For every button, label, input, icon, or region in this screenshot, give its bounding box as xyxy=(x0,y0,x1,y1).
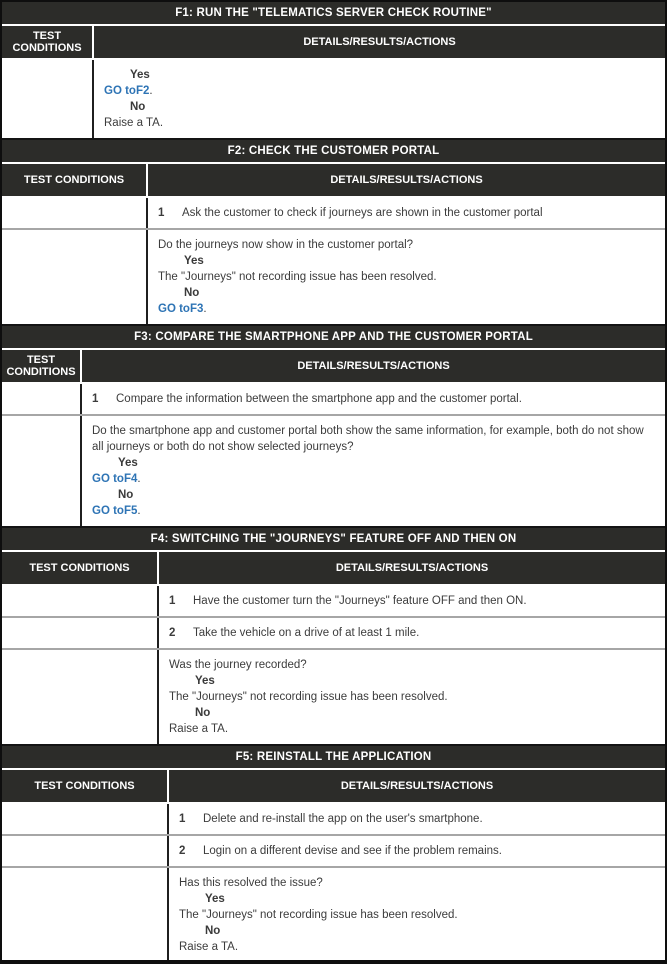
text-line: Has this resolved the issue? xyxy=(179,877,323,889)
step-number: 2 xyxy=(179,845,186,857)
text-line: Do the smartphone app and customer portal both show the same information, for example, both do not show all journeys or both do not show selected journeys? xyxy=(92,425,644,453)
link-suffix: . xyxy=(137,473,141,485)
answer-label: No xyxy=(184,287,200,299)
go-to-link[interactable]: GO toF4 xyxy=(92,473,138,485)
test-conditions-cell xyxy=(2,836,169,866)
section-f2-title: F2: CHECK THE CUSTOMER PORTAL xyxy=(2,140,665,164)
test-conditions-cell xyxy=(2,618,159,648)
go-to-line xyxy=(158,301,655,317)
text-line: Do the journeys now show in the customer portal? xyxy=(158,239,414,251)
answer-label: Yes xyxy=(205,893,225,905)
details-cell xyxy=(169,836,665,866)
details-cell xyxy=(159,586,665,616)
table-row xyxy=(2,60,665,138)
text-line: The "Journeys" not recording issue has been resolved. xyxy=(179,909,458,921)
details-cell xyxy=(94,60,665,138)
numbered-step xyxy=(158,205,655,221)
numbered-step xyxy=(179,843,655,859)
details-results-actions-header: DETAILS/RESULTS/ACTIONS xyxy=(159,552,665,584)
details-results-actions-header: DETAILS/RESULTS/ACTIONS xyxy=(94,26,665,58)
link-suffix: . xyxy=(137,505,141,517)
test-conditions-cell xyxy=(2,586,159,616)
step-text: Delete and re-install the app on the user's smartphone. xyxy=(203,813,483,825)
table-row xyxy=(2,384,665,414)
text-line: The "Journeys" not recording issue has been resolved. xyxy=(169,691,448,703)
go-to-link[interactable]: GO toF2 xyxy=(104,85,150,97)
link-suffix: . xyxy=(149,85,153,97)
column-header-row xyxy=(2,770,665,804)
step-text: Take the vehicle on a drive of at least 1 mile. xyxy=(193,627,420,639)
table-row xyxy=(2,866,665,962)
section-f1-title: F1: RUN THE "TELEMATICS SERVER CHECK ROUTINE" xyxy=(2,2,665,26)
details-cell xyxy=(169,868,665,962)
details-cell xyxy=(148,230,665,324)
step-text: Login on a different devise and see if the problem remains. xyxy=(203,845,502,857)
table-row xyxy=(2,228,665,324)
numbered-step xyxy=(169,593,655,609)
answer-label: Yes xyxy=(118,457,138,469)
text-line: Raise a TA. xyxy=(104,117,164,129)
step-number: 2 xyxy=(169,627,176,639)
test-conditions-cell xyxy=(2,868,169,962)
section-f3 xyxy=(2,324,665,526)
details-cell xyxy=(169,804,665,834)
step-text: Compare the information between the smartphone app and the customer portal. xyxy=(116,393,522,405)
step-text: Ask the customer to check if journeys are shown in the customer portal xyxy=(182,207,543,219)
table-row xyxy=(2,586,665,616)
test-conditions-cell xyxy=(2,60,94,138)
table-row xyxy=(2,804,665,834)
test-conditions-cell xyxy=(2,804,169,834)
text-line: Was the journey recorded? xyxy=(169,659,307,671)
test-conditions-cell xyxy=(2,198,148,228)
answer-label: No xyxy=(130,101,146,113)
answer-label: No xyxy=(195,707,211,719)
details-results-actions-header: DETAILS/RESULTS/ACTIONS xyxy=(82,350,665,382)
column-header-row xyxy=(2,552,665,586)
step-text: Have the customer turn the "Journeys" feature OFF and then ON. xyxy=(193,595,527,607)
go-to-link[interactable]: GO toF3 xyxy=(158,303,204,315)
section-f2 xyxy=(2,138,665,324)
section-f1 xyxy=(2,2,665,138)
go-to-line xyxy=(92,471,655,487)
step-number: 1 xyxy=(158,207,165,219)
numbered-step xyxy=(92,391,655,407)
details-cell xyxy=(82,416,665,526)
details-results-actions-header: DETAILS/RESULTS/ACTIONS xyxy=(148,164,665,196)
column-header-row xyxy=(2,350,665,384)
step-number: 1 xyxy=(179,813,186,825)
answer-label: No xyxy=(118,489,134,501)
table-row xyxy=(2,198,665,228)
column-header-row xyxy=(2,164,665,198)
table-row xyxy=(2,834,665,866)
text-line: Raise a TA. xyxy=(169,723,229,735)
test-conditions-cell xyxy=(2,650,159,744)
section-f5-title: F5: REINSTALL THE APPLICATION xyxy=(2,746,665,770)
test-conditions-cell xyxy=(2,230,148,324)
step-number: 1 xyxy=(169,595,176,607)
test-conditions-header: TEST CONDITIONS xyxy=(2,164,148,196)
answer-label: Yes xyxy=(195,675,215,687)
details-cell xyxy=(159,650,665,744)
go-to-link[interactable]: GO toF5 xyxy=(92,505,138,517)
table-row xyxy=(2,414,665,526)
table-row xyxy=(2,616,665,648)
section-f5 xyxy=(2,744,665,962)
numbered-step xyxy=(169,625,655,641)
go-to-line xyxy=(104,83,655,99)
section-f4 xyxy=(2,526,665,744)
go-to-line xyxy=(92,503,655,519)
answer-label: No xyxy=(205,925,221,937)
test-conditions-header: TEST CONDITIONS xyxy=(2,26,94,58)
answer-label: Yes xyxy=(130,69,150,81)
section-f3-title: F3: COMPARE THE SMARTPHONE APP AND THE CUSTOMER PORTAL xyxy=(2,326,665,350)
table-row xyxy=(2,648,665,744)
column-header-row xyxy=(2,26,665,60)
step-number: 1 xyxy=(92,393,99,405)
test-conditions-header: TEST CONDITIONS xyxy=(2,552,159,584)
numbered-step xyxy=(179,811,655,827)
text-line: Raise a TA. xyxy=(179,941,239,953)
details-cell xyxy=(148,198,665,228)
answer-label: Yes xyxy=(184,255,204,267)
details-results-actions-header: DETAILS/RESULTS/ACTIONS xyxy=(169,770,665,802)
test-conditions-header: TEST CONDITIONS xyxy=(2,350,82,382)
test-conditions-cell xyxy=(2,384,82,414)
section-f4-title: F4: SWITCHING THE "JOURNEYS" FEATURE OFF AND THEN ON xyxy=(2,528,665,552)
text-line: The "Journeys" not recording issue has been resolved. xyxy=(158,271,437,283)
test-conditions-header: TEST CONDITIONS xyxy=(2,770,169,802)
details-cell xyxy=(82,384,665,414)
link-suffix: . xyxy=(203,303,207,315)
details-cell xyxy=(159,618,665,648)
test-conditions-cell xyxy=(2,416,82,526)
